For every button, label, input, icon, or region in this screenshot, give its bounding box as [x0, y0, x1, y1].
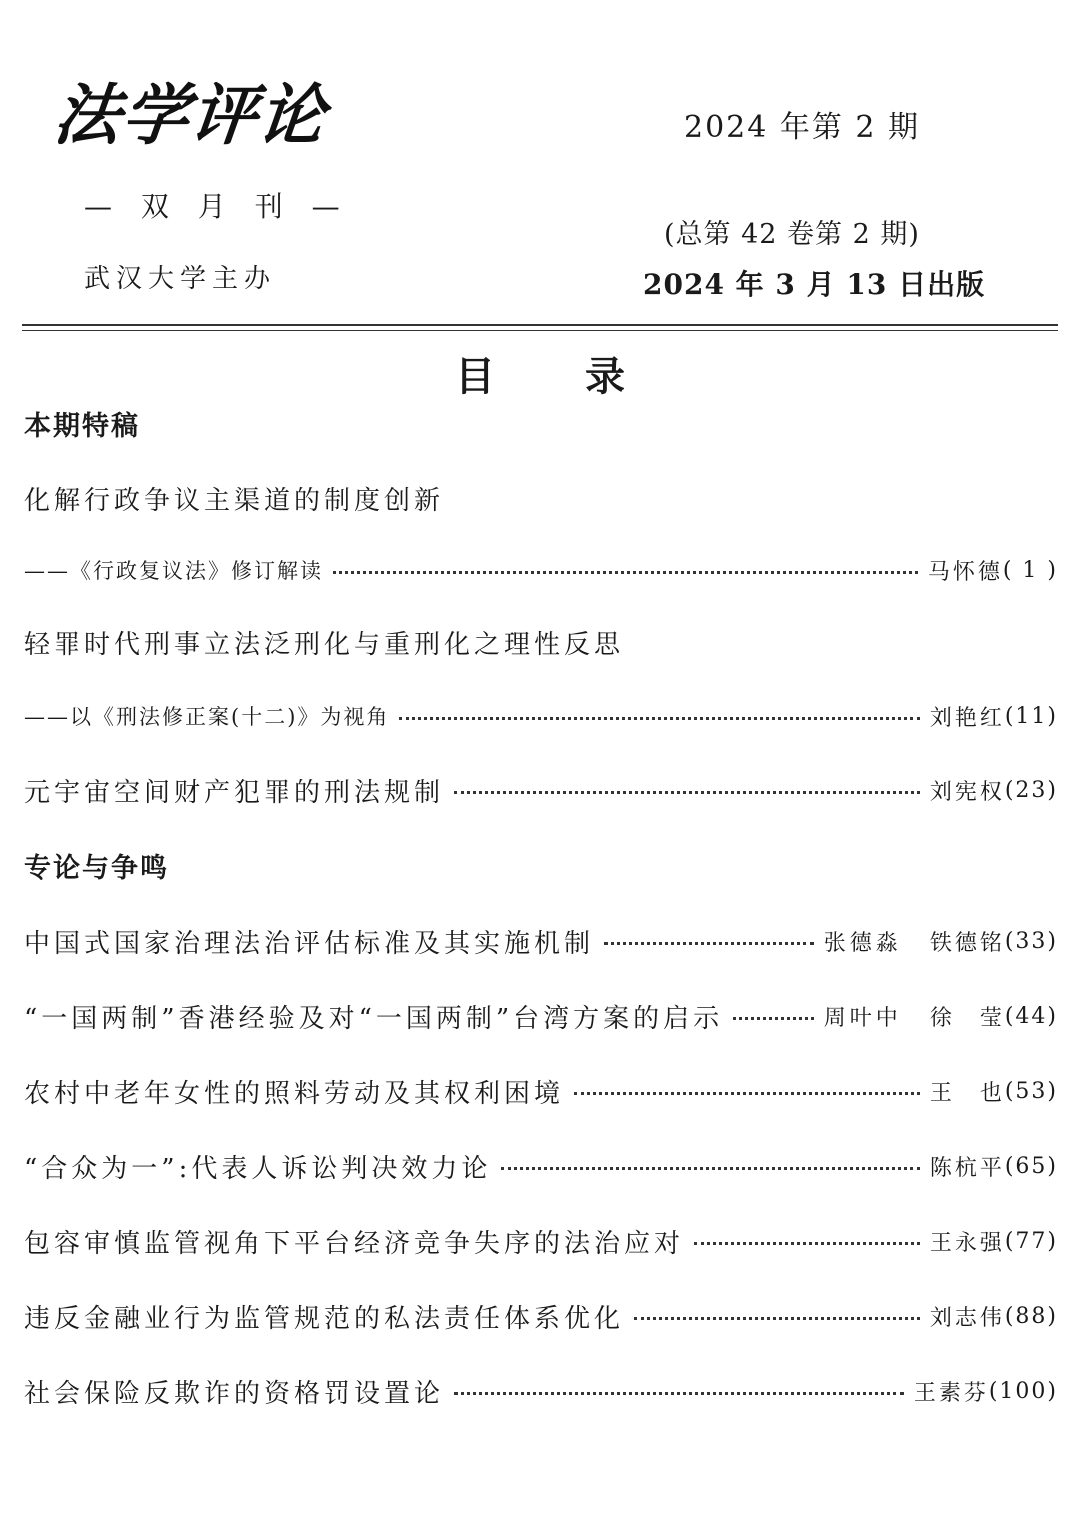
toc-entry[interactable] [24, 1071, 1058, 1111]
dot-leader [694, 1242, 920, 1245]
article-title: 轻罪时代刑事立法泛刑化与重刑化之理性反思 [24, 630, 625, 660]
volume-number: (总第 42 卷第 2 期) [664, 219, 920, 250]
page-number: (23) [1004, 777, 1058, 803]
article-author: 刘志伟 [929, 1305, 1005, 1331]
toc-title: 目录 [455, 354, 715, 400]
article-author: 陈杭平 [929, 1155, 1005, 1181]
article-title: 化解行政争议主渠道的制度创新 [24, 486, 445, 516]
header-rule-thin [22, 330, 1058, 331]
dot-leader [733, 1017, 814, 1020]
page-number: (33) [1004, 928, 1058, 954]
dot-leader [399, 717, 919, 720]
dot-leader [501, 1167, 919, 1170]
article-title: 元宇宙空间财产犯罪的刑法规制 [24, 777, 445, 808]
article-subtitle: ——《行政复议法》修订解读 [24, 559, 323, 583]
article-coauthor: 周叶中 [823, 1005, 902, 1031]
dot-leader [574, 1092, 920, 1095]
section-heading: 专论与争鸣 [24, 853, 169, 884]
publication-frequency: — 双 月 刊 — [84, 190, 350, 223]
publication-date: 2024 年 3 月 13 日出版 [643, 268, 986, 301]
toc-entry[interactable] [24, 696, 1058, 736]
toc-entry[interactable] [24, 1371, 1058, 1411]
dot-leader [333, 571, 918, 574]
toc-entry[interactable] [24, 921, 1058, 961]
dot-leader [454, 791, 920, 794]
article-author: 徐 莹 [929, 1005, 1005, 1031]
sponsor-text: 武汉大学主办 [84, 264, 277, 294]
article-coauthor: 张德淼 [823, 930, 902, 956]
page-number: (100) [988, 1378, 1058, 1404]
article-author: 王永强 [929, 1230, 1005, 1256]
toc-entry[interactable] [24, 1221, 1058, 1261]
page-number: (77) [1004, 1228, 1058, 1254]
issue-number: 2024 年第 2 期 [684, 110, 921, 145]
page-number: ( 1 ) [1002, 557, 1058, 583]
article-title: 社会保险反欺诈的资格罚设置论 [24, 1378, 445, 1409]
toc-entry[interactable] [24, 770, 1058, 810]
page-number: (65) [1004, 1153, 1058, 1179]
article-author: 马怀德 [927, 559, 1003, 585]
article-subtitle: ——以《刑法修正案(十二)》为视角 [24, 705, 390, 729]
article-author: 铁德铭 [929, 930, 1005, 956]
article-author: 刘艳红 [929, 705, 1005, 731]
article-title: 农村中老年女性的照料劳动及其权利困境 [24, 1078, 565, 1109]
page-number: (44) [1004, 1003, 1058, 1029]
dot-leader [604, 942, 814, 945]
toc-entry[interactable] [24, 550, 1058, 590]
page-number: (88) [1004, 1303, 1058, 1329]
section-heading: 本期特稿 [24, 411, 140, 442]
article-author: 刘宪权 [929, 779, 1005, 805]
article-author: 王 也 [929, 1080, 1005, 1106]
page-number: (11) [1004, 703, 1058, 729]
toc-entry[interactable] [24, 996, 1058, 1036]
article-title: “一国两制”香港经验及对“一国两制”台湾方案的启示 [24, 1003, 724, 1034]
article-title: 中国式国家治理法治评估标准及其实施机制 [24, 928, 595, 959]
dot-leader [454, 1392, 904, 1395]
toc-entry[interactable] [24, 1146, 1058, 1186]
toc-entry[interactable] [24, 1296, 1058, 1336]
article-author: 王素芬 [913, 1380, 989, 1406]
journal-logo: 法学评论 [50, 76, 331, 154]
article-title: “合众为一”:代表人诉讼判决效力论 [24, 1153, 492, 1184]
dot-leader [634, 1317, 920, 1320]
header-rule-thick [22, 324, 1058, 326]
article-title: 包容审慎监管视角下平台经济竞争失序的法治应对 [24, 1228, 685, 1259]
page-number: (53) [1004, 1078, 1058, 1104]
article-title: 违反金融业行为监管规范的私法责任体系优化 [24, 1303, 625, 1334]
